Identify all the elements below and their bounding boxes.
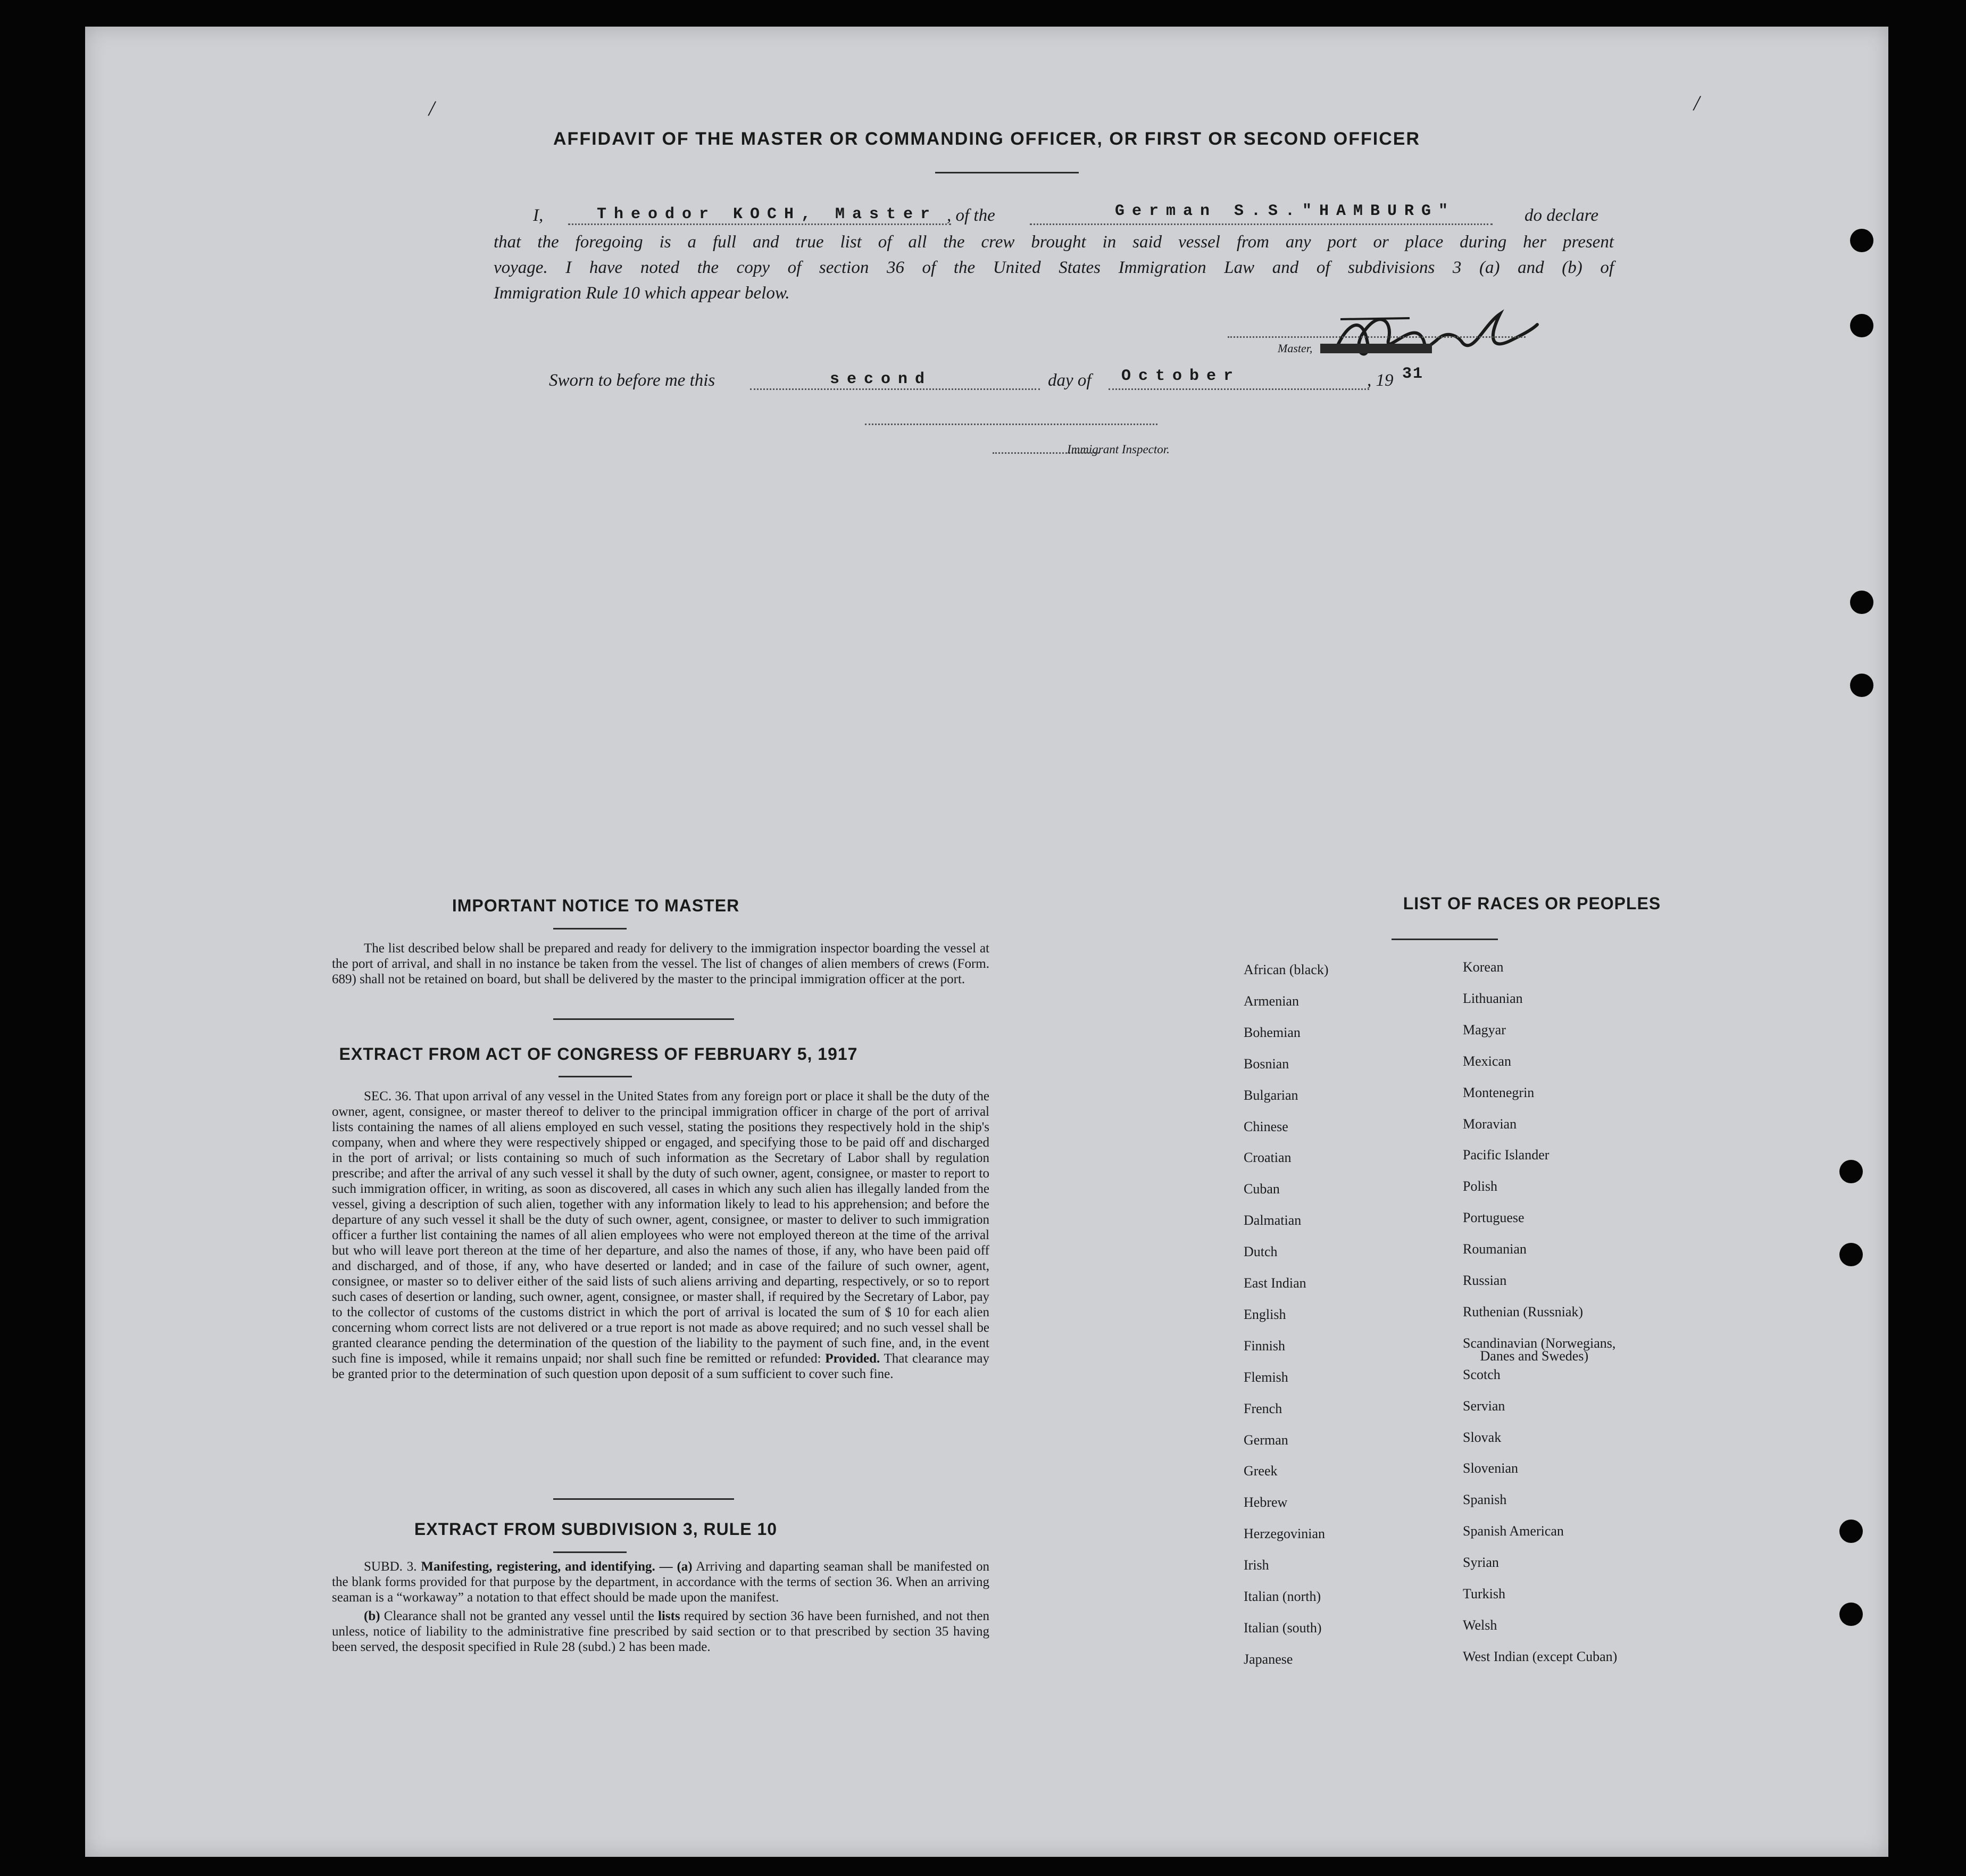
year-suffix: 31 — [1402, 365, 1424, 383]
year-prefix: , 19 — [1367, 371, 1394, 390]
race-item: Scotch — [1463, 1366, 1501, 1382]
master-label: Master, — [1278, 342, 1313, 355]
race-item: Portuguese — [1463, 1210, 1525, 1226]
race-item: Croatian — [1244, 1150, 1292, 1166]
race-item: Magyar — [1463, 1022, 1506, 1037]
sworn-day-line — [750, 388, 1040, 390]
race-item: Dalmatian — [1244, 1213, 1302, 1228]
race-item: Irish — [1244, 1557, 1269, 1573]
struck-out-text — [1320, 344, 1432, 353]
race-item: Japanese — [1244, 1651, 1293, 1667]
affidavit-title: AFFIDAVIT OF THE MASTER OR COMMANDING OFFICER, OR FIRST OR SECOND OFFICER — [553, 129, 1420, 149]
subd-b-text-2: required by section 36 have been furnished, and not then unless, notice of liability to the administrative fine prescribed by said section or to that prescribed by section 35 having been served, the desposit specified in Rule 28 (subd.) 2 has been made. — [332, 1609, 990, 1654]
extract-rule-underline — [553, 1551, 627, 1553]
sworn-label: Sworn to before me this — [549, 371, 715, 390]
race-item: Greek — [1244, 1463, 1278, 1479]
affidavit-line-4: Immigration Rule 10 which appear below. — [494, 284, 790, 303]
race-item: Roumanian — [1463, 1241, 1527, 1257]
affidavit-line-3: voyage. I have noted the copy of section 36 of the United States Immigration Law and of subdivisions 3 (a) and (b) of — [494, 258, 1614, 277]
race-item: Korean — [1463, 959, 1504, 975]
race-item: Lithuanian — [1463, 990, 1523, 1006]
punch-hole — [1850, 314, 1873, 337]
provided-label: Provided. — [825, 1351, 880, 1366]
subd-a-label: — (a) — [659, 1559, 693, 1574]
race-item: Ruthenian (Russniak) — [1463, 1304, 1584, 1319]
notice-paragraph: The list described below shall be prepared and ready for delivery to the immigration inspector boarding the vessel at the port of arrival, and shall in no instance be taken from the vessel. The list of changes of alien members of crews (Form. 689) shall not be retained on board, but shall be delivered by the master to the principal immigration officer at the port. — [332, 941, 989, 986]
race-item: Montenegrin — [1463, 1084, 1535, 1100]
sec-36-text: SEC. 36. That upon arrival of any vessel in the United States from any foreign port or place it shall be the duty of the owner, agent, consignee, or master thereof to deliver to the principal immigration officer in charge of the port of arrival lists containing the names of all aliens employed en such vessel, stating the positions they respectively hold in the ship's company, when and where they were respectively shipped or engaged, and specifying those to be paid off and discharged in the port of arrival; or lists containing so much of such information as the Secretary of Labor shall by regulation prescribe; and after the arrival of any such vessel it shall by the duty of such owner, agent, consignee, or master to report to such immigration officer, in writing, as soon as discovered, all cases in which any such alien has illegally landed from the vessel, giving a description of such alien, together with any information likely to lead to his apprehension; and before the departure of any such vessel it shall be the duty of such owner, agent, consignee, or master to deliver to such immigration officer a further list containing the names of all alien employees who were not employed thereon at the time of the arrival but who will leave port thereon at the time of her departure, and also the names of those, if any, who have been paid off and discharged, and of those, if any, who have deserted or landed; and in case of the failure of such owner, agent, consignee, or master so to deliver either of the said lists of such aliens arriving and departing, respectively, or so to report such cases of desertion or landing, such owner, agent, consignee, or master shall, if required by the Secretary of Labor, pay to the collector of customs of the customs district in which the port of arrival is located the sum of $ 10 for each alien concerning whom correct lists are not delivered or a true report is not made as above required; and no such vessel shall be granted clearance pending the determination of the question of the liability to the payment of such fine, and, in the event such fine is imposed, while it remains unpaid; nor shall such fine be remitted or refunded: — [332, 1089, 989, 1366]
margin-mark-left: / — [429, 96, 435, 120]
race-item: Herzegovinian — [1244, 1526, 1326, 1542]
day-of-label: day of — [1048, 371, 1092, 390]
race-item: Flemish — [1244, 1369, 1288, 1385]
race-item: German — [1244, 1432, 1288, 1448]
race-item: Pacific Islander — [1463, 1147, 1550, 1163]
master-name: Theodor KOCH, Master — [597, 205, 938, 223]
notice-text — [332, 941, 989, 990]
subd-label: SUBD. 3. — [364, 1559, 417, 1574]
extract-act-underline — [559, 1076, 632, 1077]
subd-heading: Manifesting, registering, and identifying. — [421, 1559, 655, 1574]
race-item: Bosnian — [1244, 1056, 1289, 1072]
race-item: Turkish — [1463, 1586, 1505, 1601]
race-item: African (black) — [1244, 962, 1329, 977]
race-item: Servian — [1463, 1398, 1505, 1414]
race-item: Scandinavian (Norwegians, Danes and Swedes) — [1463, 1335, 1616, 1364]
vessel-line — [1030, 223, 1493, 225]
race-item: Armenian — [1244, 993, 1299, 1009]
race-item: West Indian (except Cuban) — [1463, 1648, 1618, 1664]
race-item: Mexican — [1463, 1053, 1511, 1069]
subd-b-label: (b) — [364, 1609, 380, 1623]
declare-label: do declare — [1525, 206, 1598, 225]
race-item: Welsh — [1463, 1617, 1497, 1633]
notice-title-underline — [553, 928, 627, 929]
document-page — [85, 27, 1888, 1857]
punch-hole — [1850, 591, 1873, 614]
inspector-signature-line — [865, 424, 1157, 425]
race-item: English — [1244, 1306, 1286, 1322]
race-item: Italian (north) — [1244, 1589, 1321, 1604]
inspector-label: Immigrant Inspector. — [1067, 443, 1170, 456]
sworn-month-line — [1109, 388, 1369, 390]
signature-line — [1228, 336, 1526, 338]
race-item: Syrian — [1463, 1555, 1499, 1571]
margin-mark-right: / — [1694, 91, 1700, 115]
race-item: Spanish — [1463, 1492, 1507, 1508]
punch-hole — [1850, 674, 1873, 697]
race-item: Polish — [1463, 1178, 1498, 1194]
race-item: French — [1244, 1400, 1282, 1416]
extract-act-text — [332, 1089, 989, 1385]
extract-rule-title: EXTRACT FROM SUBDIVISION 3, RULE 10 — [414, 1520, 778, 1539]
race-item: Chinese — [1244, 1118, 1288, 1134]
race-item: Spanish American — [1463, 1523, 1564, 1539]
name-line — [568, 223, 951, 225]
sec-36-text-end: That clearance may be granted prior to the determination of such question upon deposit of a sum sufficient to cover such fine. — [332, 1351, 990, 1381]
vessel-name: German S.S."HAMBURG" — [1115, 202, 1456, 220]
race-item: Italian (south) — [1244, 1620, 1322, 1636]
punch-hole — [1839, 1160, 1863, 1183]
race-item: Finnish — [1244, 1338, 1286, 1354]
section-divider — [553, 1018, 734, 1020]
subd-a-text: Arriving and daparting seaman shall be manifested on the blank forms provided for that purpose by the department, in accordance with the terms of section 36. When an arriving seaman is a “workaway” a notation to that effect should be made upon the manifest. — [332, 1559, 990, 1605]
extract-rule-text — [332, 1559, 989, 1658]
punch-hole — [1850, 229, 1873, 252]
race-item: Slovenian — [1463, 1460, 1518, 1476]
race-item: Bulgarian — [1244, 1087, 1298, 1103]
subd-b-text-1: Clearance shall not be granted any vessel until the — [384, 1609, 654, 1623]
lists-label: lists — [657, 1609, 680, 1623]
section-divider — [553, 1498, 734, 1500]
race-item: East Indian — [1244, 1275, 1306, 1291]
race-item: Bohemian — [1244, 1024, 1301, 1040]
affidavit-prefix: I, — [533, 206, 544, 225]
title-underline — [935, 172, 1079, 173]
master-signature — [1287, 303, 1585, 367]
race-item: Cuban — [1244, 1181, 1280, 1197]
race-item: Moravian — [1463, 1116, 1517, 1132]
races-title: LIST OF RACES OR PEOPLES — [1403, 894, 1661, 913]
affidavit-line-2: that the foregoing is a full and true list of all the crew brought in said vessel from any port or place during her present — [494, 233, 1614, 252]
punch-hole — [1839, 1520, 1863, 1543]
race-item: Slovak — [1463, 1429, 1502, 1445]
race-item: Dutch — [1244, 1244, 1278, 1260]
punch-hole — [1839, 1243, 1863, 1266]
sworn-day: second — [830, 370, 932, 388]
sworn-month: October — [1121, 367, 1241, 385]
race-item: Hebrew — [1244, 1495, 1288, 1510]
races-title-underline — [1392, 939, 1498, 940]
race-item: Russian — [1463, 1273, 1507, 1288]
notice-title: IMPORTANT NOTICE TO MASTER — [452, 896, 740, 915]
punch-hole — [1839, 1603, 1863, 1626]
of-the-label: , of the — [947, 206, 995, 225]
extract-act-title: EXTRACT FROM ACT OF CONGRESS OF FEBRUARY 5, 1917 — [339, 1044, 858, 1064]
